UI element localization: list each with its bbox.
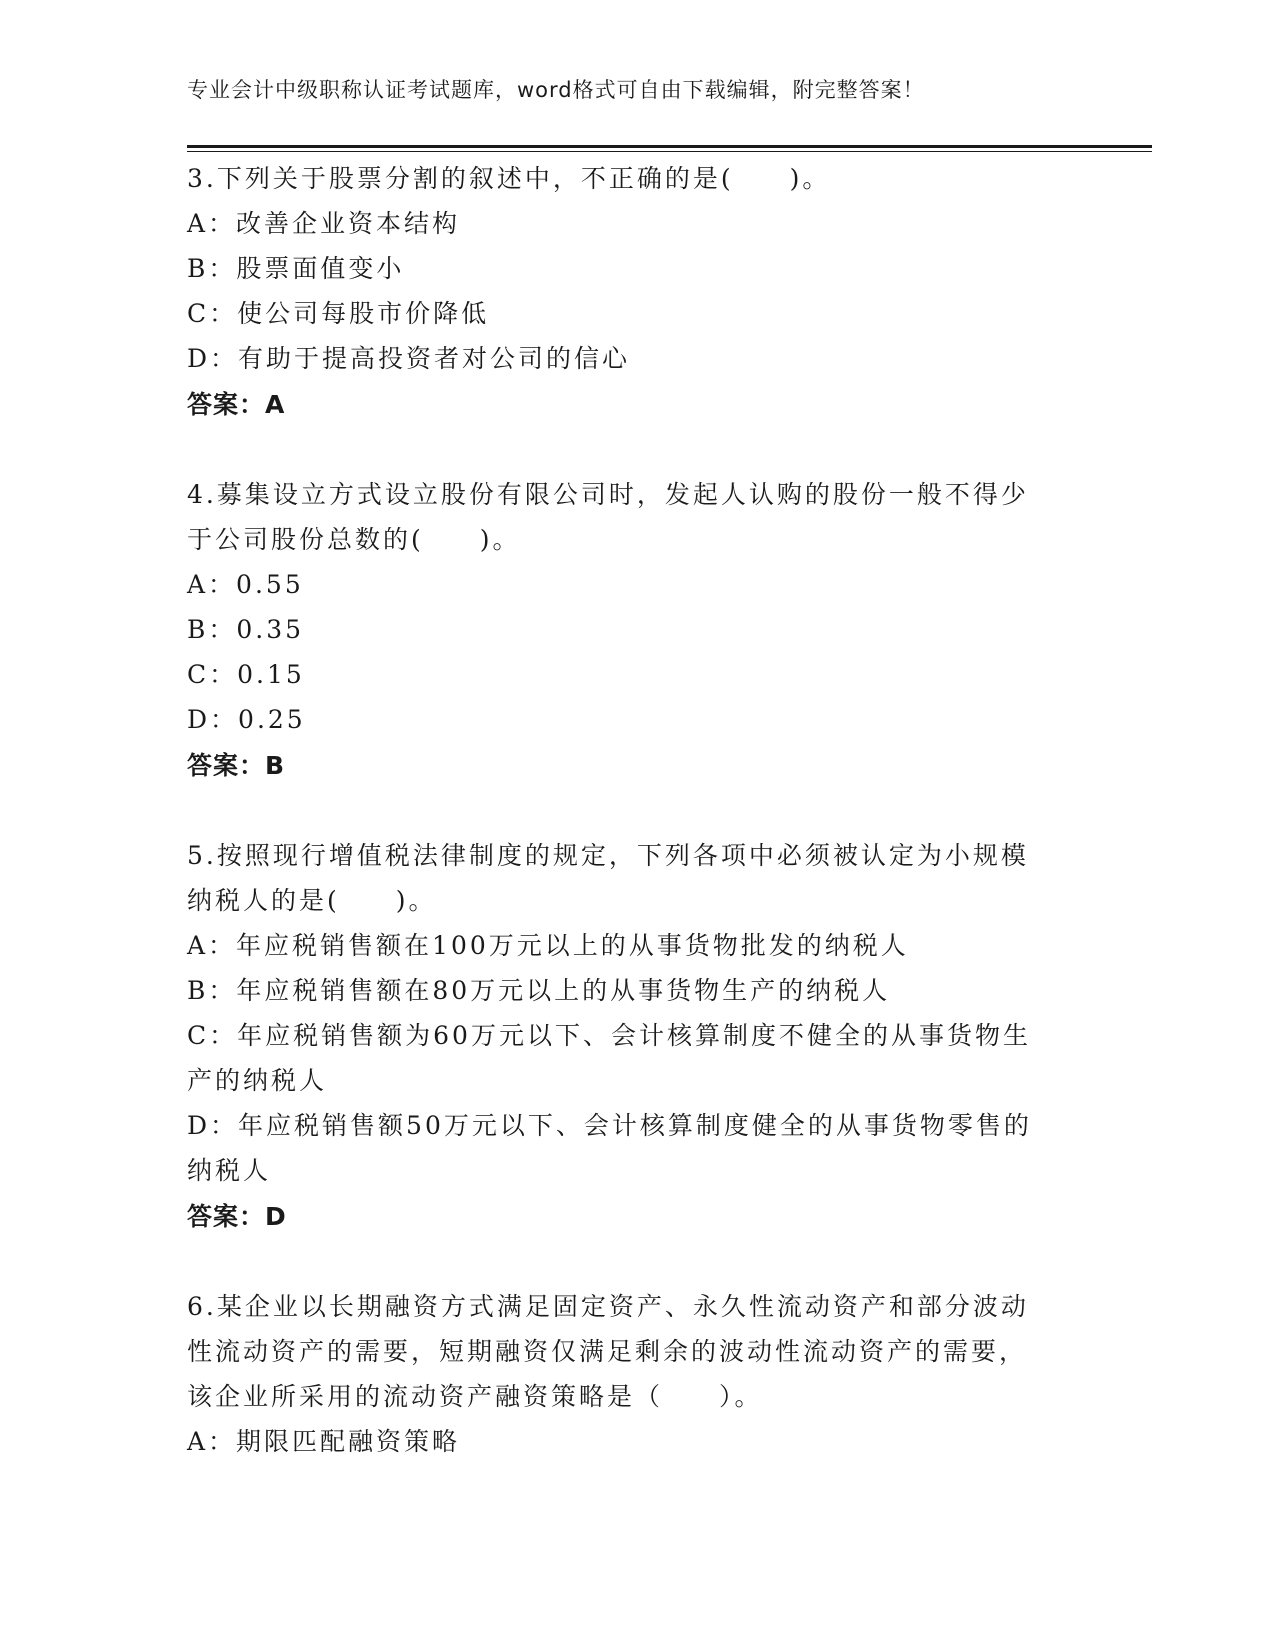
page-header: 专业会计中级职称认证考试题库，word格式可自由下载编辑，附完整答案！: [187, 78, 925, 102]
answer-value: A: [265, 390, 286, 419]
answer-label: 答案：: [187, 390, 266, 419]
question-6-text-line-1: 6.某企业以长期融资方式满足固定资产、永久性流动资产和部分波动: [187, 1292, 1029, 1321]
question-3-option-d: D：有助于提高投资者对公司的信心: [187, 344, 631, 373]
question-3-option-c: C：使公司每股市价降低: [187, 299, 490, 328]
question-4-option-a: A：0.55: [187, 570, 304, 599]
question-3-option-b: B：股票面值变小: [187, 254, 405, 283]
question-5-text-line-1: 5.按照现行增值税法律制度的规定，下列各项中必须被认定为小规模: [187, 841, 1029, 870]
answer-label: 答案：: [187, 751, 266, 780]
question-6-option-a: A：期限匹配融资策略: [187, 1427, 461, 1456]
header-rule-thick: [187, 145, 1152, 148]
question-6-text-line-2: 性流动资产的需要，短期融资仅满足剩余的波动性流动资产的需要，: [187, 1337, 1028, 1366]
question-4-text-line-1: 4.募集设立方式设立股份有限公司时，发起人认购的股份一般不得少: [187, 480, 1029, 509]
question-5-option-c-line-1: C：年应税销售额为60万元以下、会计核算制度不健全的从事货物生: [187, 1021, 1031, 1050]
question-4-answer: [187, 749, 285, 783]
question-4-option-b: B：0.35: [187, 615, 305, 644]
question-4-option-c: C：0.15: [187, 660, 305, 689]
question-4-text-line-2: 于公司股份总数的( )。: [187, 525, 521, 554]
question-5-option-b: B：年应税销售额在80万元以上的从事货物生产的纳税人: [187, 976, 891, 1005]
question-5-option-d-line-1: D：年应税销售额50万元以下、会计核算制度健全的从事货物零售的: [187, 1111, 1032, 1140]
question-5-answer: [187, 1200, 287, 1234]
answer-value: D: [265, 1202, 287, 1231]
question-6-text-line-3: 该企业所采用的流动资产融资策略是（ ）。: [187, 1382, 763, 1411]
question-3-answer: [187, 388, 285, 422]
question-5-option-d-line-2: 纳税人: [187, 1156, 272, 1185]
question-5-option-a: A：年应税销售额在100万元以上的从事货物批发的纳税人: [187, 931, 909, 960]
answer-value: B: [265, 751, 286, 780]
question-5-option-c-line-2: 产的纳税人: [187, 1066, 328, 1095]
answer-label: 答案：: [187, 1202, 266, 1231]
question-3-option-a: A：改善企业资本结构: [187, 209, 461, 238]
question-5-text-line-2: 纳税人的是( )。: [187, 886, 437, 915]
header-rule-thin: [187, 151, 1152, 152]
question-3-text: 3.下列关于股票分割的叙述中，不正确的是( )。: [187, 164, 831, 193]
question-4-option-d: D：0.25: [187, 705, 306, 734]
